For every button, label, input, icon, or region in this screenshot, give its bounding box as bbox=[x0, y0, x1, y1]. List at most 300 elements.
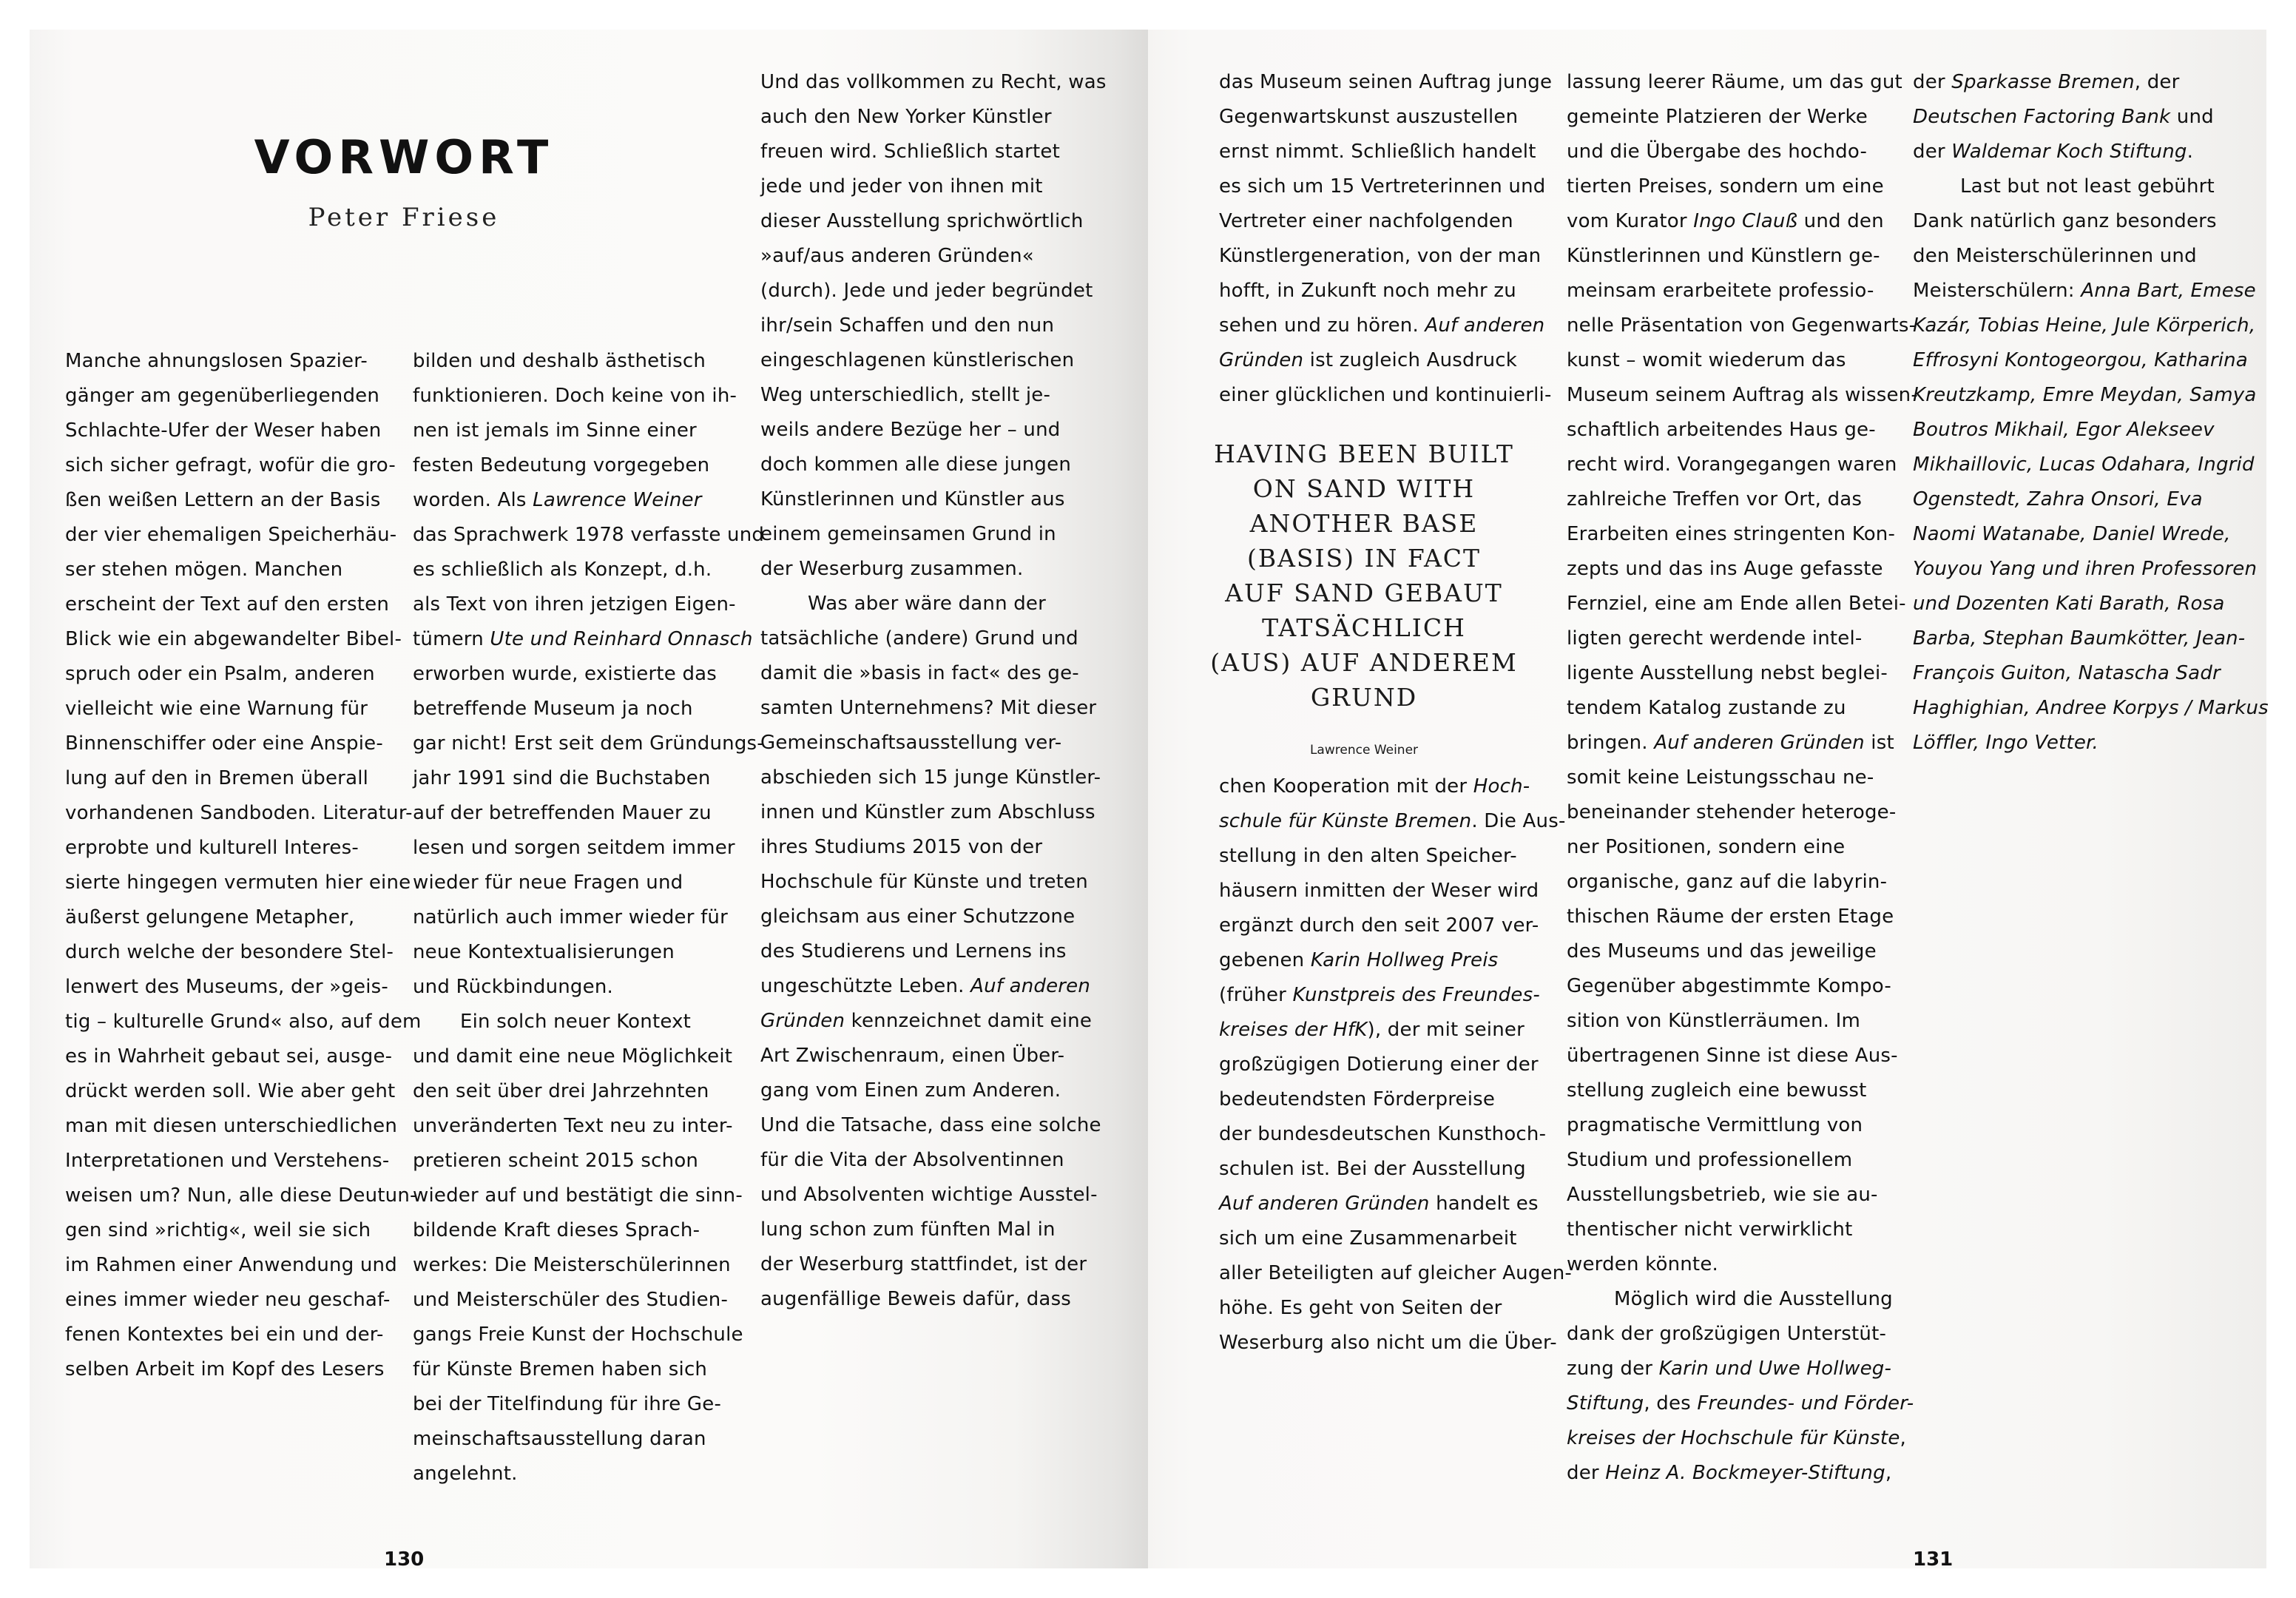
text-run: neue Kontextualisierungen bbox=[413, 941, 675, 963]
text-line bbox=[65, 970, 398, 1005]
text-line bbox=[760, 1004, 1093, 1039]
text-line bbox=[65, 1039, 398, 1074]
text-run: ner Positionen, sondern eine bbox=[1567, 836, 1846, 858]
text-line bbox=[1219, 100, 1552, 135]
text-run: Manche ahnungslosen Spazier- bbox=[65, 350, 368, 372]
text-run: weisen um? Nun, alle diese Deutun- bbox=[65, 1184, 417, 1207]
text-line bbox=[65, 1352, 398, 1387]
text-line bbox=[1219, 1221, 1552, 1256]
text-line bbox=[1567, 621, 1900, 656]
text-line bbox=[1567, 1108, 1900, 1143]
italic-text-run: Boutros Mikhail, Egor Alekseev bbox=[1913, 419, 2215, 441]
text-line bbox=[1567, 830, 1900, 865]
text-run: ser stehen mögen. Manchen bbox=[65, 559, 343, 581]
text-run: des Museums und das jeweilige bbox=[1567, 940, 1877, 962]
text-column-6 bbox=[1913, 65, 2269, 761]
text-line bbox=[65, 1005, 422, 1039]
text-run: einem gemeinsamen Grund in bbox=[760, 523, 1056, 545]
italic-text-run: Deutschen Factoring Bank bbox=[1913, 106, 2171, 128]
text-line bbox=[1567, 309, 1917, 343]
text-line bbox=[65, 692, 398, 726]
text-line bbox=[760, 1039, 1093, 1073]
text-run: der Weserburg zusammen. bbox=[760, 558, 1024, 580]
text-line bbox=[1219, 943, 1552, 978]
text-run: angelehnt. bbox=[413, 1463, 518, 1485]
text-line bbox=[1913, 621, 2246, 656]
text-line bbox=[65, 379, 398, 414]
text-line bbox=[760, 482, 1093, 517]
text-run: vorhandenen Sandboden. Literatur- bbox=[65, 802, 413, 824]
text-line bbox=[1219, 978, 1552, 1013]
text-line bbox=[65, 414, 398, 448]
text-line bbox=[1219, 874, 1552, 908]
text-line bbox=[1567, 413, 1900, 448]
text-line bbox=[65, 796, 413, 831]
text-run: aller Beteiligten auf gleicher Augen- bbox=[1219, 1262, 1572, 1284]
text-run: tatsächliche (andere) Grund und bbox=[760, 627, 1078, 650]
page-number-right: 131 bbox=[1913, 1548, 1954, 1571]
text-column-3 bbox=[760, 65, 1107, 1317]
text-line bbox=[760, 135, 1093, 169]
text-run: sehen und zu hören. bbox=[1219, 314, 1425, 337]
text-line bbox=[65, 553, 398, 587]
text-line bbox=[1567, 795, 1900, 830]
text-run: einer glücklichen und kontinuierli- bbox=[1219, 384, 1552, 406]
text-line bbox=[413, 761, 746, 796]
text-run: wieder auf und bestätigt die sinn- bbox=[413, 1184, 743, 1207]
text-run: und Rückbindungen. bbox=[413, 976, 613, 998]
text-run: tig – kulturelle Grund« also, auf dem bbox=[65, 1011, 422, 1033]
text-line bbox=[65, 866, 411, 900]
italic-text-run: Lawrence Weiner bbox=[533, 489, 702, 511]
text-line bbox=[760, 239, 1093, 274]
text-line bbox=[413, 1318, 746, 1352]
text-run: , der bbox=[2134, 71, 2180, 93]
text-run: spruch oder ein Psalm, anderen bbox=[65, 663, 375, 685]
italic-text-run: Ogenstedt, Zahra Onsori, Eva bbox=[1913, 488, 2203, 510]
text-line bbox=[413, 553, 746, 587]
text-run: der bundesdeutschen Kunsthoch- bbox=[1219, 1123, 1547, 1145]
text-column-5 bbox=[1567, 65, 1918, 1491]
text-line bbox=[413, 1248, 746, 1283]
text-run: häusern inmitten der Weser wird bbox=[1219, 880, 1539, 902]
text-line bbox=[1567, 343, 1900, 378]
text-run: sition von Künstlerräumen. Im bbox=[1567, 1010, 1861, 1032]
text-run: Erarbeiten eines stringenten Kon- bbox=[1567, 523, 1896, 545]
italic-text-run: Kunstpreis des Freundes- bbox=[1292, 984, 1540, 1006]
text-line bbox=[760, 378, 1093, 413]
text-run: gleichsam aus einer Schutzzone bbox=[760, 906, 1076, 928]
right-page bbox=[1148, 30, 2269, 1571]
text-line bbox=[413, 1283, 746, 1318]
text-run: somit keine Leistungsschau ne- bbox=[1567, 766, 1874, 789]
text-run: samten Unternehmens? Mit dieser bbox=[760, 697, 1097, 719]
italic-text-run: Freundes- und Förder- bbox=[1697, 1392, 1914, 1415]
text-line bbox=[1567, 448, 1900, 482]
italic-text-run: Auf anderen bbox=[1425, 314, 1545, 337]
text-line bbox=[1567, 239, 1900, 274]
text-line bbox=[413, 1074, 746, 1109]
text-line bbox=[1567, 1213, 1900, 1247]
text-run: gänger am gegenüberliegenden bbox=[65, 385, 380, 407]
text-run: erworben wurde, existierte das bbox=[413, 663, 718, 685]
text-line bbox=[1219, 1152, 1552, 1187]
text-run: , bbox=[1885, 1462, 1892, 1484]
text-run: lesen und sorgen seitdem immer bbox=[413, 837, 735, 859]
text-line bbox=[760, 1108, 1101, 1143]
text-line bbox=[760, 969, 1093, 1004]
italic-text-run: Mikhaillovic, Lucas Odahara, Ingrid bbox=[1913, 454, 2255, 476]
text-run: Und das vollkommen zu Recht, was bbox=[760, 71, 1107, 93]
text-column-2 bbox=[413, 344, 765, 1491]
text-line bbox=[1567, 482, 1900, 517]
pull-quote-line: AUF SAND GEBAUT bbox=[1225, 579, 1503, 607]
text-run: thischen Räume der ersten Etage bbox=[1567, 906, 1894, 928]
text-run: ihres Studiums 2015 von der bbox=[760, 836, 1043, 858]
text-line bbox=[413, 1422, 746, 1457]
text-line bbox=[1913, 726, 2246, 761]
text-run: der Weserburg stattfindet, ist der bbox=[760, 1253, 1087, 1275]
text-line bbox=[65, 1074, 398, 1109]
text-line bbox=[1219, 1256, 1572, 1291]
italic-text-run: schule für Künste Bremen bbox=[1219, 810, 1472, 832]
text-run: . bbox=[2187, 141, 2194, 163]
text-line bbox=[760, 274, 1093, 309]
text-line bbox=[65, 1283, 398, 1318]
text-line bbox=[65, 726, 398, 761]
text-line bbox=[1219, 378, 1552, 413]
text-run: werden könnte. bbox=[1567, 1253, 1718, 1275]
text-line bbox=[413, 1179, 746, 1213]
italic-text-run: Heinz A. Bockmeyer-Stiftung bbox=[1605, 1462, 1885, 1484]
text-line bbox=[65, 1213, 398, 1248]
text-run: das Museum seinen Auftrag junge bbox=[1219, 71, 1553, 93]
text-line bbox=[413, 344, 746, 379]
text-line bbox=[760, 448, 1093, 482]
text-run: schaftlich arbeitendes Haus ge- bbox=[1567, 419, 1876, 441]
text-line bbox=[1567, 378, 1918, 413]
text-run: Gegenwartskunst auszustellen bbox=[1219, 106, 1519, 128]
text-run: sich um eine Zusammenarbeit bbox=[1219, 1227, 1517, 1250]
text-run: wieder für neue Fragen und bbox=[413, 872, 683, 894]
text-run: durch welche der besondere Stel- bbox=[65, 941, 394, 963]
text-run: bedeutendsten Förderpreise bbox=[1219, 1088, 1496, 1110]
text-run: beneinander stehender heteroge- bbox=[1567, 801, 1897, 823]
text-line bbox=[760, 621, 1093, 656]
text-run: innen und Künstler zum Abschluss bbox=[760, 801, 1095, 823]
text-line bbox=[65, 935, 398, 970]
text-line bbox=[1219, 1291, 1552, 1326]
text-line bbox=[760, 726, 1093, 761]
text-line bbox=[760, 413, 1093, 448]
text-run: den seit über drei Jahrzehnten bbox=[413, 1080, 709, 1102]
text-run: und Absolventen wichtige Ausstel- bbox=[760, 1184, 1098, 1206]
italic-text-run: Waldemar Koch Stiftung bbox=[1951, 141, 2187, 163]
text-line bbox=[413, 1387, 746, 1422]
text-run: bilden und deshalb ästhetisch bbox=[413, 350, 706, 372]
text-line bbox=[1913, 482, 2246, 517]
text-line bbox=[413, 1352, 746, 1387]
text-line bbox=[65, 900, 398, 935]
text-line bbox=[760, 934, 1093, 969]
text-run: vielleicht wie eine Warnung für bbox=[65, 698, 368, 720]
text-line bbox=[1219, 169, 1552, 204]
text-line bbox=[1913, 343, 2246, 378]
italic-text-run: Gründen bbox=[1219, 349, 1304, 371]
text-line bbox=[1219, 135, 1552, 169]
text-line bbox=[1913, 309, 2256, 343]
text-run: auch den New Yorker Künstler bbox=[760, 106, 1052, 128]
text-run: übertragenen Sinne ist diese Aus- bbox=[1567, 1045, 1898, 1067]
text-run: Interpretationen und Verstehens- bbox=[65, 1150, 390, 1172]
text-line bbox=[1913, 378, 2257, 413]
text-line bbox=[413, 379, 746, 414]
text-line bbox=[1913, 448, 2255, 482]
text-line bbox=[1219, 239, 1552, 274]
text-line bbox=[1219, 804, 1566, 839]
text-run: und Meisterschüler des Studien- bbox=[413, 1289, 729, 1311]
text-line bbox=[413, 1144, 746, 1179]
text-run: tendem Katalog zustande zu bbox=[1567, 697, 1846, 719]
text-run: recht wird. Vorangegangen waren bbox=[1567, 454, 1897, 476]
italic-text-run: Löffler, Ingo Vetter. bbox=[1913, 732, 2099, 754]
text-run: erscheint der Text auf den ersten bbox=[65, 593, 390, 616]
text-line bbox=[65, 761, 398, 796]
text-run: ligten gerecht werdende intel- bbox=[1567, 627, 1863, 650]
text-run: man mit diesen unterschiedlichen bbox=[65, 1115, 397, 1137]
text-line bbox=[760, 865, 1093, 900]
text-line bbox=[1913, 517, 2246, 552]
text-line bbox=[1219, 204, 1552, 239]
italic-text-run: Effrosyni Kontogeorgou, Katharina bbox=[1913, 349, 2248, 371]
text-line bbox=[1567, 1386, 1914, 1421]
text-line bbox=[1219, 908, 1552, 943]
text-run: Möglich wird die Ausstellung bbox=[1614, 1288, 1893, 1310]
text-run: weils andere Bezüge her – und bbox=[760, 419, 1061, 441]
text-run: gemeinte Platzieren der Werke bbox=[1567, 106, 1868, 128]
text-line bbox=[1567, 169, 1900, 204]
text-run: Museum seinem Auftrag als wissen- bbox=[1567, 384, 1918, 406]
text-run: unveränderten Text neu zu inter- bbox=[413, 1115, 733, 1137]
text-run: gar nicht! Erst seit dem Gründungs- bbox=[413, 732, 764, 755]
text-run: stellung in den alten Speicher- bbox=[1219, 845, 1517, 867]
text-line bbox=[1567, 934, 1900, 969]
italic-text-run: Karin Hollweg Preis bbox=[1310, 949, 1499, 971]
text-run: zepts und das ins Auge gefasste bbox=[1567, 558, 1883, 580]
text-run: zahlreiche Treffen vor Ort, das bbox=[1567, 488, 1863, 510]
text-line bbox=[413, 796, 746, 831]
text-line bbox=[1567, 274, 1900, 309]
text-run: der bbox=[1913, 141, 1952, 163]
text-run: tümern bbox=[413, 628, 490, 650]
text-run: Ein solch neuer Kontext bbox=[460, 1011, 692, 1033]
text-run: und bbox=[2170, 106, 2214, 128]
text-run: bei der Titelfindung für ihre Ge- bbox=[413, 1393, 722, 1415]
text-line bbox=[1567, 1073, 1900, 1108]
italic-text-run: Gründen bbox=[760, 1010, 845, 1032]
text-line bbox=[1913, 552, 2258, 587]
text-line bbox=[65, 518, 398, 553]
text-run: nelle Präsentation von Gegenwarts- bbox=[1567, 314, 1917, 337]
italic-text-run: Sparkasse Bremen bbox=[1951, 71, 2135, 93]
text-run: Vertreter einer nachfolgenden bbox=[1219, 210, 1513, 232]
text-line bbox=[413, 692, 746, 726]
text-line bbox=[760, 517, 1093, 552]
text-line bbox=[1913, 100, 2246, 135]
text-run: der bbox=[1567, 1462, 1606, 1484]
text-run: abschieden sich 15 junge Künstler- bbox=[760, 766, 1101, 789]
text-line bbox=[65, 1144, 398, 1179]
text-line bbox=[1913, 656, 2246, 691]
italic-text-run: Youyou Yang und ihren Professoren bbox=[1913, 558, 2258, 580]
text-line bbox=[65, 1109, 398, 1144]
text-run: meinschaftsausstellung daran bbox=[413, 1428, 706, 1450]
text-run: gen sind »richtig«, weil sie sich bbox=[65, 1219, 371, 1241]
text-run: des Studierens und Lernens ins bbox=[760, 940, 1067, 962]
text-line bbox=[1567, 1247, 1900, 1282]
text-run: es schließlich als Konzept, d.h. bbox=[413, 559, 712, 581]
text-run: es sich um 15 Vertreterinnen und bbox=[1219, 175, 1546, 198]
page-number-left: 130 bbox=[384, 1548, 425, 1571]
text-run: selben Arbeit im Kopf des Lesers bbox=[65, 1358, 385, 1380]
text-line bbox=[413, 518, 765, 553]
text-run: augenfällige Beweis dafür, dass bbox=[760, 1288, 1072, 1310]
text-run: bringen. bbox=[1567, 732, 1655, 754]
text-run: chen Kooperation mit der bbox=[1219, 775, 1473, 798]
text-run: erprobte und kulturell Interes- bbox=[65, 837, 359, 859]
text-line bbox=[760, 1178, 1098, 1213]
text-line bbox=[760, 830, 1093, 865]
text-line bbox=[1913, 135, 2246, 169]
text-line bbox=[413, 622, 753, 657]
text-run: den Meisterschülerinnen und bbox=[1913, 245, 2197, 267]
text-run: ernst nimmt. Schließlich handelt bbox=[1219, 141, 1536, 163]
text-run: Meisterschülern: bbox=[1913, 280, 2081, 302]
text-line bbox=[413, 900, 746, 935]
text-line bbox=[1567, 1317, 1900, 1352]
pull-quote bbox=[1201, 436, 1527, 715]
text-run: drückt werden soll. Wie aber geht bbox=[65, 1080, 396, 1102]
text-run: im Rahmen einer Anwendung und bbox=[65, 1254, 397, 1276]
text-line bbox=[1567, 656, 1900, 691]
text-run: Künstlerinnen und Künstler aus bbox=[760, 488, 1065, 510]
text-run: kennzeichnet damit eine bbox=[845, 1010, 1093, 1032]
italic-text-run: Naomi Watanabe, Daniel Wrede, bbox=[1913, 523, 2231, 545]
italic-text-run: kreises der HfK bbox=[1219, 1019, 1368, 1041]
text-run: das Sprachwerk 1978 verfasste und bbox=[413, 524, 765, 546]
pull-quote-line: (AUS) AUF ANDEREM bbox=[1210, 648, 1518, 677]
text-column-1 bbox=[65, 344, 422, 1387]
text-line bbox=[413, 657, 746, 692]
text-line bbox=[760, 552, 1093, 587]
text-line bbox=[760, 204, 1093, 239]
text-run: Dank natürlich ganz besonders bbox=[1913, 210, 2217, 232]
text-run: der bbox=[1913, 71, 1952, 93]
pull-quote-line: (BASIS) IN FACT bbox=[1246, 544, 1482, 573]
text-run: ßen weißen Lettern an der Basis bbox=[65, 489, 381, 511]
italic-text-run: Ute und Reinhard Onnasch bbox=[490, 628, 753, 650]
text-run: pragmatische Vermittlung von bbox=[1567, 1114, 1863, 1136]
text-run: nen ist jemals im Sinne einer bbox=[413, 419, 697, 442]
text-run: Schlachte-Ufer der Weser haben bbox=[65, 419, 382, 442]
text-run: ungeschützte Leben. bbox=[760, 975, 971, 997]
text-run: organische, ganz auf die labyrin- bbox=[1567, 871, 1888, 893]
text-line bbox=[760, 309, 1093, 343]
text-run: vom Kurator bbox=[1567, 210, 1694, 232]
text-line bbox=[413, 483, 746, 518]
text-run: Gegenüber abgestimmte Kompo- bbox=[1567, 975, 1891, 997]
text-line bbox=[413, 587, 746, 622]
text-line bbox=[1913, 691, 2269, 726]
text-run: höhe. Es geht von Seiten der bbox=[1219, 1297, 1502, 1319]
text-line bbox=[1567, 1143, 1900, 1178]
text-line bbox=[65, 448, 398, 483]
text-run: Studium und professionellem bbox=[1567, 1149, 1853, 1171]
text-run: funktionieren. Doch keine von ih- bbox=[413, 385, 737, 407]
text-run: für die Vita der Absolventinnen bbox=[760, 1149, 1064, 1171]
text-line bbox=[760, 761, 1101, 795]
text-line bbox=[1567, 587, 1906, 621]
text-run: freuen wird. Schließlich startet bbox=[760, 141, 1060, 163]
text-line bbox=[760, 1143, 1093, 1178]
text-line bbox=[413, 1005, 746, 1039]
pull-quote-line: HAVING BEEN BUILT bbox=[1214, 439, 1514, 468]
text-line bbox=[760, 900, 1093, 934]
italic-text-run: Karin und Uwe Hollweg- bbox=[1658, 1358, 1892, 1380]
text-line bbox=[1219, 1013, 1552, 1048]
text-line bbox=[1913, 65, 2246, 100]
text-line bbox=[760, 587, 1093, 621]
text-line bbox=[65, 831, 398, 866]
text-run: worden. Als bbox=[413, 489, 533, 511]
text-line bbox=[1219, 309, 1552, 343]
text-run: lassung leerer Räume, um das gut bbox=[1567, 71, 1902, 93]
text-line bbox=[1567, 1039, 1900, 1073]
text-line bbox=[1913, 169, 2246, 204]
text-line bbox=[1913, 204, 2246, 239]
text-run: sich sicher gefragt, wofür die gro- bbox=[65, 454, 396, 476]
text-line bbox=[1219, 1117, 1552, 1152]
text-line bbox=[65, 1318, 398, 1352]
text-line bbox=[65, 587, 398, 622]
text-run: Hochschule für Künste und treten bbox=[760, 871, 1088, 893]
italic-text-run: François Guiton, Natascha Sadr bbox=[1913, 662, 2221, 684]
text-line bbox=[1913, 274, 2256, 309]
text-line bbox=[760, 65, 1107, 100]
text-run: . Die Aus- bbox=[1471, 810, 1566, 832]
italic-text-run: kreises der Hochschule für Künste bbox=[1567, 1427, 1900, 1449]
text-run: großzügigen Dotierung einer der bbox=[1219, 1053, 1539, 1076]
text-line bbox=[1219, 65, 1552, 100]
text-run: lung schon zum fünften Mal in bbox=[760, 1218, 1056, 1241]
text-run: (durch). Jede und jeder begründet bbox=[760, 280, 1093, 302]
text-run: Künstlergeneration, von der man bbox=[1219, 245, 1542, 267]
text-run: es in Wahrheit gebaut sei, ausge- bbox=[65, 1045, 393, 1068]
text-line bbox=[413, 448, 746, 483]
text-run: schulen ist. Bei der Ausstellung bbox=[1219, 1158, 1526, 1180]
text-line bbox=[1219, 1326, 1557, 1361]
text-run: Blick wie ein abgewandelter Bibel- bbox=[65, 628, 402, 650]
text-run: Weserburg also nicht um die Über- bbox=[1219, 1332, 1557, 1354]
text-run: eingeschlagenen künstlerischen bbox=[760, 349, 1075, 371]
text-run: Ausstellungsbetrieb, wie sie au- bbox=[1567, 1184, 1878, 1206]
text-line bbox=[1567, 552, 1900, 587]
italic-text-run: Kreutzkamp, Emre Meydan, Samya bbox=[1913, 384, 2257, 406]
text-run: jahr 1991 sind die Buchstaben bbox=[413, 767, 711, 789]
text-run: , des bbox=[1644, 1392, 1698, 1415]
text-run: ist bbox=[1864, 732, 1894, 754]
text-line bbox=[1567, 65, 1900, 100]
